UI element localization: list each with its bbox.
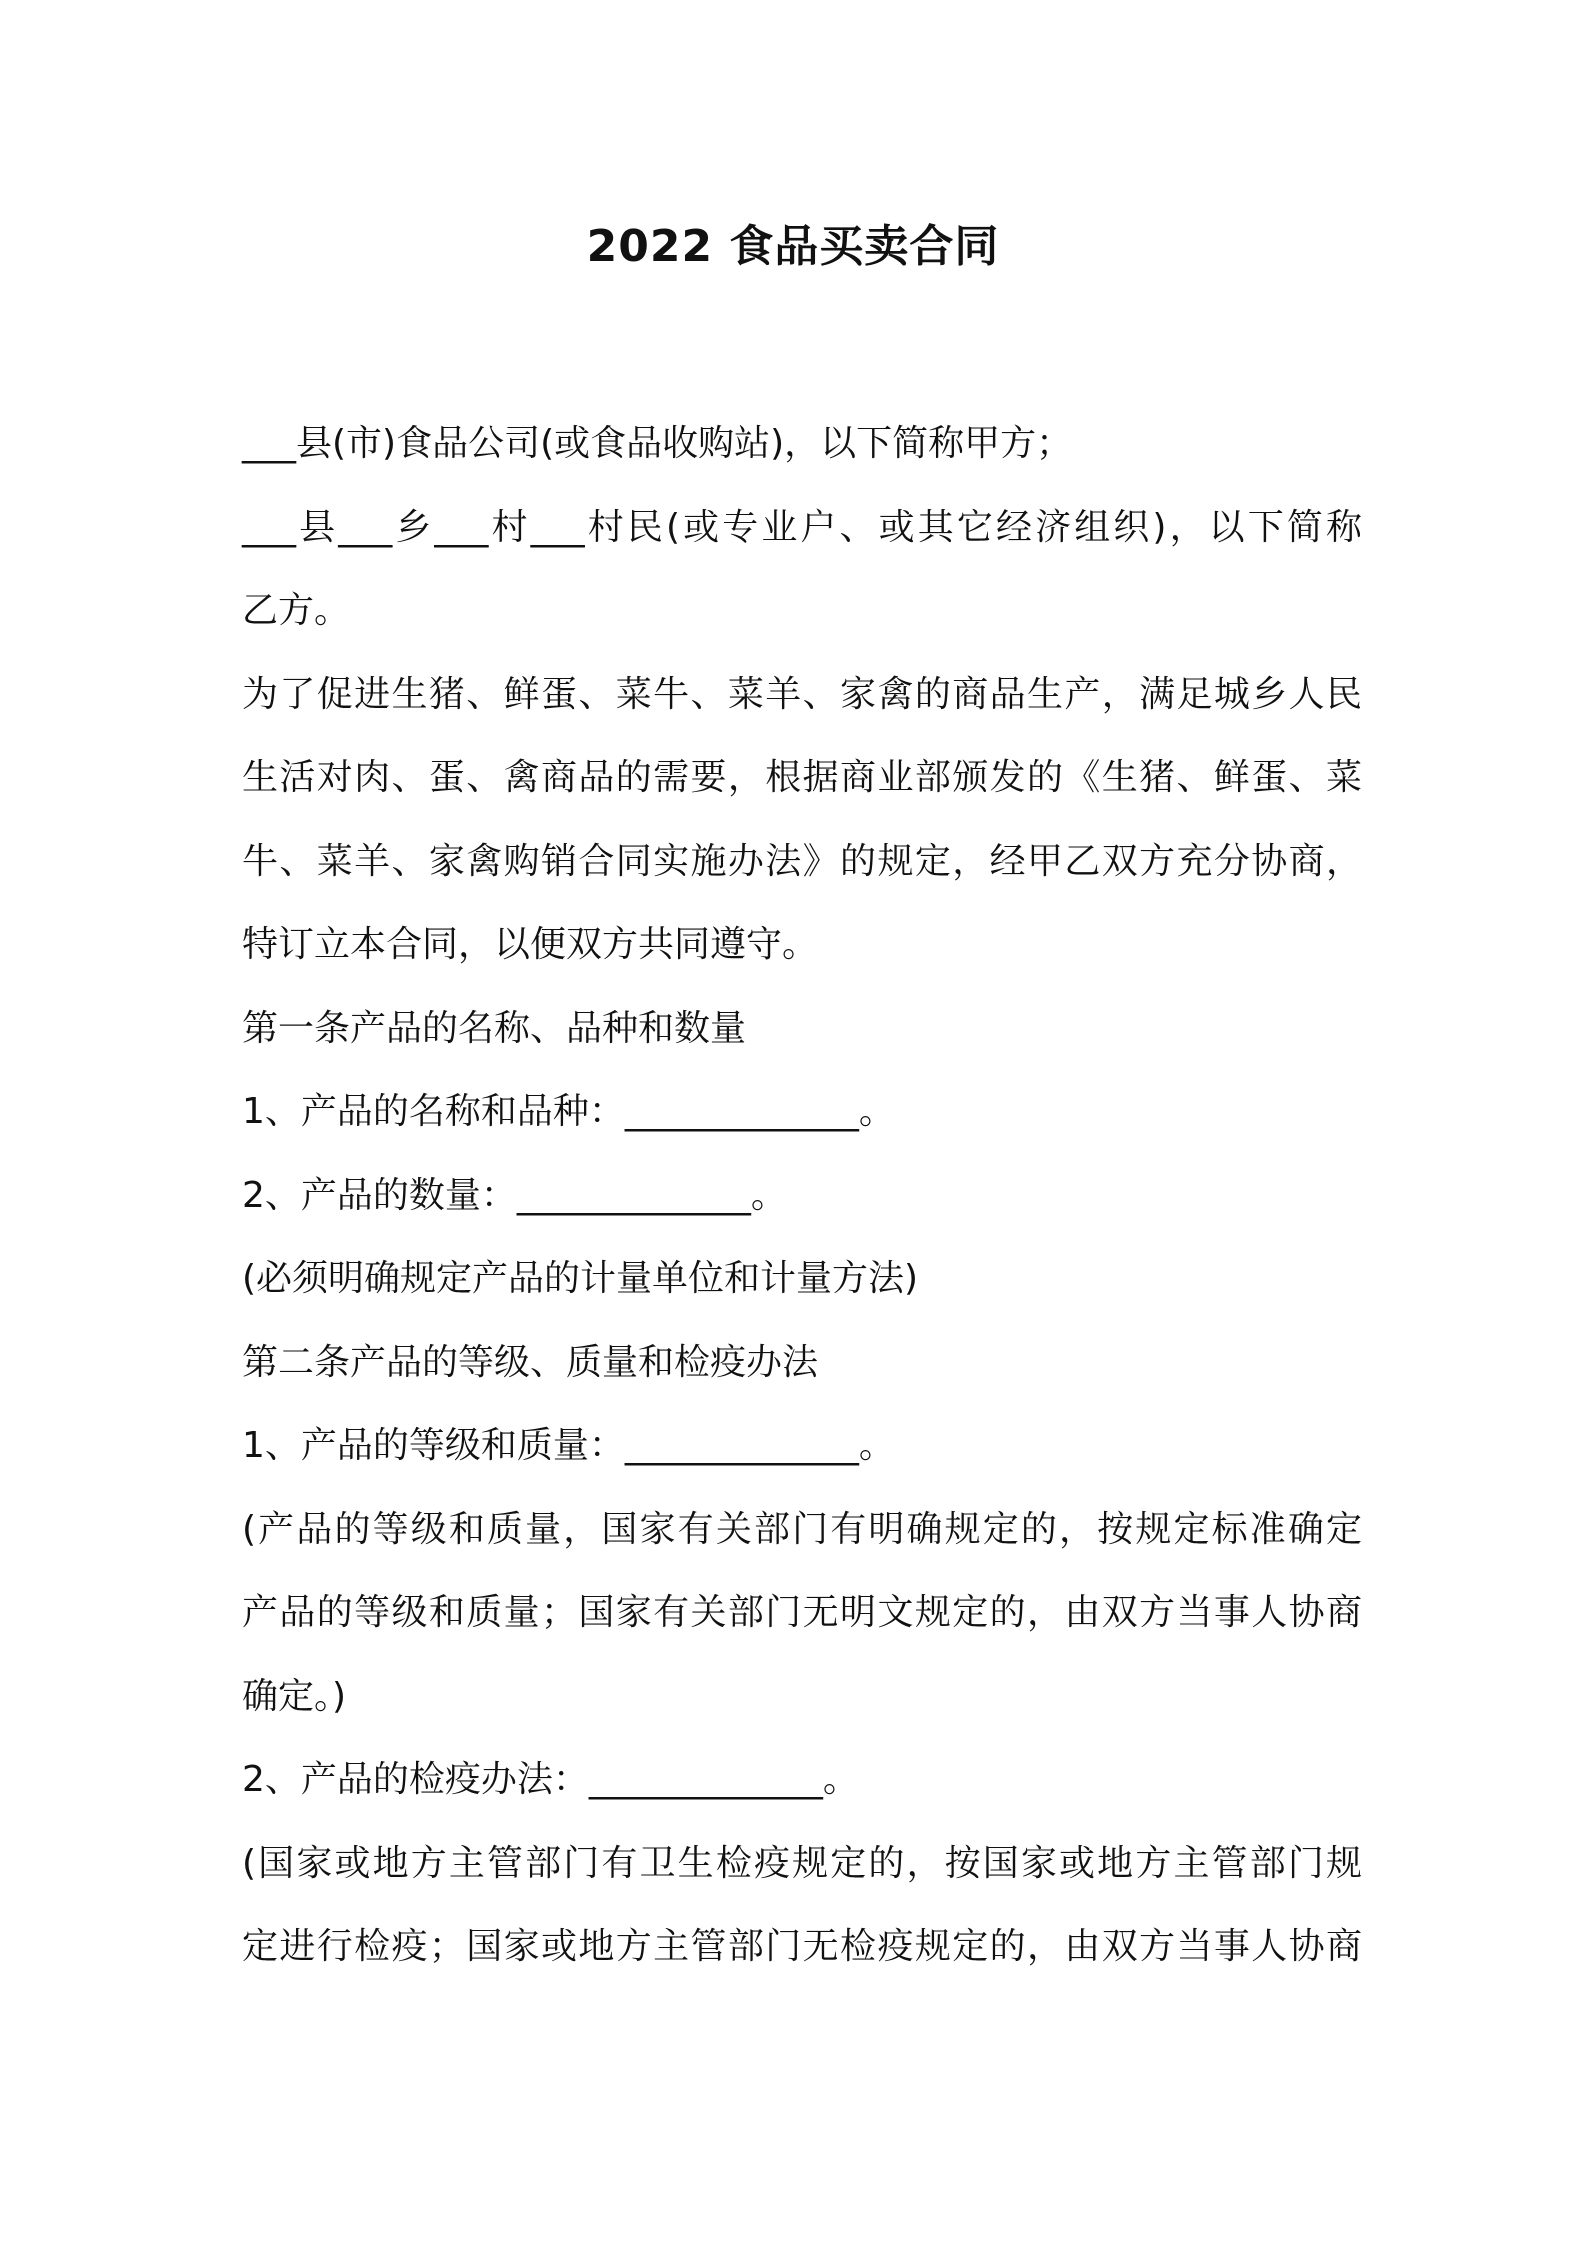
document-body [242, 402, 1362, 1989]
article-1-item-1: 1、产品的名称和品种：_____________。 [242, 1091, 895, 1132]
article-2-note-line: 确定。) [242, 1675, 347, 1717]
article-2-item-2: 2、产品的检疫办法：_____________。 [242, 1759, 859, 1800]
preamble-line: 生活对肉、蛋、禽商品的需要，根据商业部颁发的《生猪、鲜蛋、菜 [242, 757, 1362, 798]
party-a-line: ___县(市)食品公司(或食品收购站)，以下简称甲方； [242, 423, 1073, 464]
article-2-note-line: 产品的等级和质量；国家有关部门无明文规定的，由双方当事人协商 [242, 1592, 1362, 1633]
preamble-line: 特订立本合同，以便双方共同遵守。 [242, 924, 819, 965]
party-b-line: ___县___乡___村___村民(或专业户、或其它经济组织)，以下简称 [242, 506, 1362, 548]
preamble-line: 牛、菜羊、家禽购销合同实施办法》的规定，经甲乙双方充分协商， [242, 840, 1362, 882]
article-2-heading: 第二条产品的等级、质量和检疫办法 [242, 1341, 819, 1383]
article-2-item-1: 1、产品的等级和质量：_____________。 [242, 1425, 895, 1466]
preamble-line: 为了促进生猪、鲜蛋、菜牛、菜羊、家禽的商品生产，满足城乡人民 [242, 673, 1362, 715]
article-2-quarantine-note-line: 定进行检疫；国家或地方主管部门无检疫规定的，由双方当事人协商 [242, 1926, 1362, 1967]
article-1-note: (必须明确规定产品的计量单位和计量方法) [242, 1258, 919, 1299]
party-b-line-cont: 乙方。 [242, 590, 351, 631]
article-1-item-2: 2、产品的数量：_____________。 [242, 1174, 787, 1216]
article-2-note-line: (产品的等级和质量，国家有关部门有明确规定的，按规定标准确定 [242, 1508, 1362, 1550]
document-title: 2022 食品买卖合同 [586, 221, 1000, 272]
article-2-quarantine-note-line: (国家或地方主管部门有卫生检疫规定的，按国家或地方主管部门规 [242, 1842, 1362, 1884]
article-1-heading: 第一条产品的名称、品种和数量 [242, 1007, 747, 1049]
